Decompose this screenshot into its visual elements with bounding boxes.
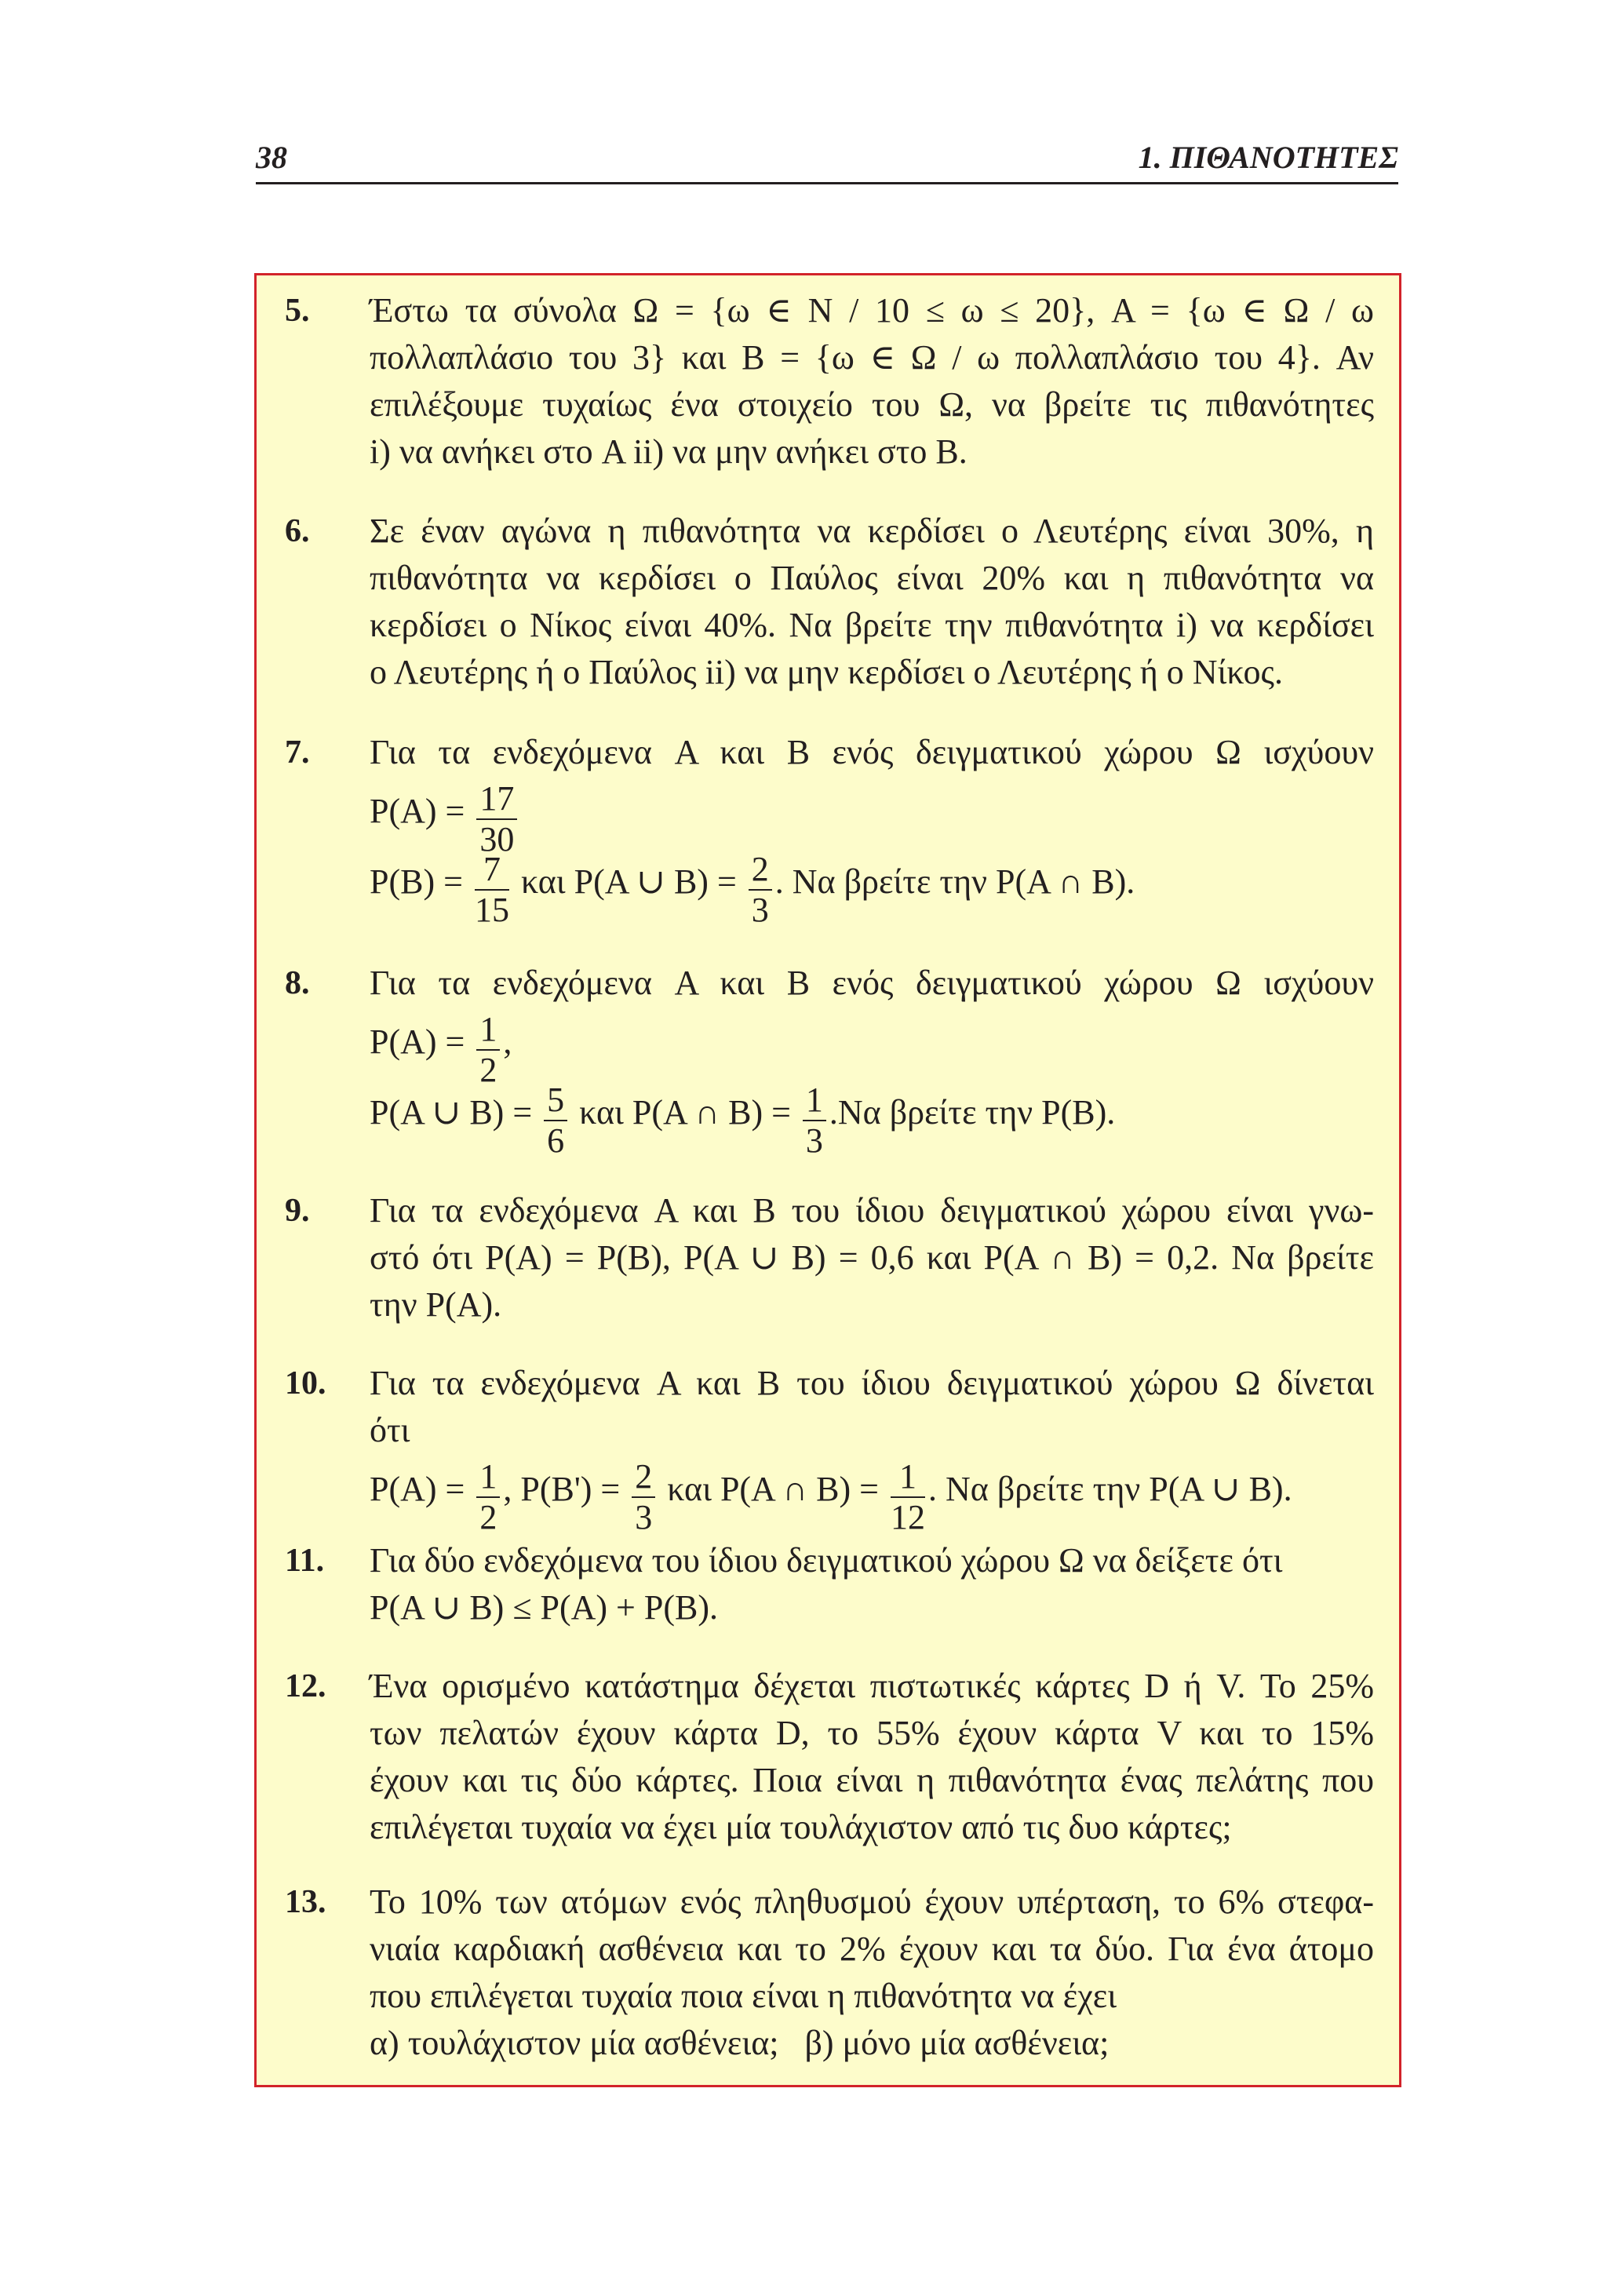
text-line: ο Λευτέρης ή ο Παύλος ii) να μην κερδίσει ο Λευτέρης ή ο Νίκος. <box>370 653 1283 691</box>
exercise-text <box>370 508 1374 696</box>
exercise-text <box>370 1879 1374 2067</box>
formula-text: P(A) = <box>370 1470 465 1508</box>
numerator: 1 <box>891 1460 925 1498</box>
numerator: 5 <box>544 1083 567 1121</box>
denominator: 30 <box>479 819 515 858</box>
formula-line <box>370 776 1374 858</box>
fraction <box>891 1456 925 1536</box>
formula-text: και <box>579 1093 624 1132</box>
text-line: των πελατών έχουν κάρτα D, το 55% έχουν κάρτα V και το 15% <box>370 1714 1374 1752</box>
formula-text: . Να βρείτε την P(A ∪ B). <box>928 1470 1292 1508</box>
text-line: P(A ∪ B) ≤ P(A) + P(B). <box>370 1588 718 1627</box>
exercise-number: 13. <box>285 1884 326 1920</box>
text-line: Το 10% των ατόμων ενός πληθυσμού έχουν υπέρταση, το 6% στεφα- <box>370 1882 1374 1921</box>
text-line: Για τα ενδεχόμενα A και B του ίδιου δειγματικού χώρου Ω δίνεται <box>370 1364 1374 1402</box>
formula-text: , <box>503 1022 512 1061</box>
fraction <box>749 849 772 929</box>
fraction <box>476 778 517 858</box>
fraction <box>474 849 509 929</box>
text-line: Για δύο ενδεχόμενα του ίδιου δειγματικού χώρου Ω να δείξετε ότι <box>370 1541 1283 1580</box>
exercise-number: 8. <box>285 965 310 1001</box>
formula-text: και <box>520 862 566 901</box>
exercise-number: 10. <box>285 1365 326 1401</box>
text-line: έχουν και τις δύο κάρτες. Ποια είναι η πιθανότητα ένας πελάτης που <box>370 1761 1374 1799</box>
formula-text: P(B) = <box>370 862 463 901</box>
running-header <box>256 138 1398 184</box>
text-line: πολλαπλάσιο του 3} και B = {ω ∈ Ω / ω πολλαπλάσιο του 4}. Αν <box>370 338 1374 377</box>
formula-text: . Να βρείτε την P(A ∩ B). <box>774 862 1135 901</box>
formula-text: P(A) = <box>370 792 465 830</box>
exercise-number: 11. <box>285 1543 325 1579</box>
fraction <box>803 1080 826 1160</box>
text-line: Για τα ενδεχόμενα A και B ενός δειγματικού χώρου Ω ισχύουν <box>370 964 1374 1002</box>
formula-line <box>370 1454 1374 1536</box>
text-line: νιαία καρδιακή ασθένεια και το 2% έχουν και τα δύο. Για ένα άτομο <box>370 1930 1374 1968</box>
exercise-text <box>370 1663 1374 1851</box>
text-line: κερδίσει ο Νίκος είναι 40%. Να βρείτε την πιθανότητα i) να κερδίσει <box>370 606 1374 644</box>
exercise-text <box>370 729 1374 929</box>
numerator: 17 <box>476 782 517 820</box>
exercise-number: 12. <box>285 1668 326 1704</box>
denominator: 2 <box>479 1050 497 1089</box>
exercise-text <box>370 287 1374 476</box>
fraction <box>476 1009 500 1089</box>
fraction <box>544 1080 567 1160</box>
text-line: την P(A). <box>370 1285 502 1324</box>
exercise-text <box>370 1360 1374 1536</box>
text-line: i) να ανήκει στο A ii) να μην ανήκει στο B. <box>370 432 967 471</box>
formula-text: P(A ∪ B) = <box>370 1093 533 1132</box>
text-line: ότι <box>370 1411 410 1449</box>
text-line: Έστω τα σύνολα Ω = {ω ∈ N / 10 ≤ ω ≤ 20}, A = {ω ∈ Ω / ω <box>370 291 1374 330</box>
denominator: 2 <box>479 1497 497 1536</box>
text-line: που επιλέγεται τυχαία ποια είναι η πιθανότητα να έχει <box>370 1977 1117 2015</box>
formula-text: και <box>667 1470 712 1508</box>
denominator: 3 <box>635 1497 653 1536</box>
denominator: 3 <box>751 890 769 929</box>
numerator: 1 <box>476 1460 500 1498</box>
text-line: επιλέξουμε τυχαίως ένα στοιχείο του Ω, να βρείτε τις πιθανότητες <box>370 385 1374 424</box>
text-line: Ένα ορισμένο κατάστημα δέχεται πιστωτικές κάρτες D ή V. Το 25% <box>370 1667 1374 1705</box>
chapter-title: 1. ΠΙΘΑΝΟΤΗΤΕΣ <box>1138 140 1398 175</box>
denominator: 12 <box>891 1497 925 1536</box>
numerator: 2 <box>749 852 772 891</box>
numerator: 7 <box>475 852 509 891</box>
numerator: 1 <box>476 1012 500 1051</box>
numerator: 2 <box>632 1460 655 1498</box>
exercise-number: 7. <box>285 734 310 771</box>
exercise-number: 6. <box>285 513 310 549</box>
page-number: 38 <box>256 140 287 175</box>
formula-text: P(A ∩ B) = <box>720 1470 879 1508</box>
text-line: Σε έναν αγώνα η πιθανότητα να κερδίσει ο Λευτέρης είναι 30%, η <box>370 512 1374 550</box>
formula-text: , P(B') = <box>503 1470 621 1508</box>
numerator: 1 <box>803 1083 826 1121</box>
denominator: 15 <box>474 890 509 929</box>
formula-line <box>370 1007 1374 1089</box>
text-line: α) τουλάχιστον μία ασθένεια; β) μόνο μία ασθένεια; <box>370 2024 1110 2062</box>
text-line: στό ότι P(A) = P(B), P(A ∪ B) = 0,6 και P(A ∩ B) = 0,2. Να βρείτε <box>370 1238 1374 1277</box>
text-line: επιλέγεται τυχαία να έχει μία τουλάχιστον από τις δυο κάρτες; <box>370 1808 1232 1846</box>
text-line: πιθανότητα να κερδίσει ο Παύλος είναι 20% και η πιθανότητα να <box>370 559 1374 597</box>
exercise-number: 9. <box>285 1193 310 1229</box>
formula-text: P(A) = <box>370 1022 465 1061</box>
formula-line <box>370 1077 1374 1160</box>
denominator: 3 <box>805 1121 823 1160</box>
formula-text: P(A ∪ B) = <box>574 862 737 901</box>
exercise-number: 5. <box>285 293 310 329</box>
formula-text: P(A ∩ B) = <box>632 1093 791 1132</box>
exercise-text <box>370 1187 1374 1328</box>
formula-line <box>370 847 1374 929</box>
formula-text: .Να βρείτε την P(B). <box>829 1093 1116 1132</box>
denominator: 6 <box>547 1121 565 1160</box>
exercise-text <box>370 1537 1374 1631</box>
exercise-text <box>370 960 1374 1160</box>
fraction <box>476 1456 500 1536</box>
text-line: Για τα ενδεχόμενα A και B ενός δειγματικού χώρου Ω ισχύουν <box>370 733 1374 771</box>
fraction <box>632 1456 655 1536</box>
text-line: Για τα ενδεχόμενα A και B του ίδιου δειγματικού χώρου είναι γνω- <box>370 1191 1374 1230</box>
exercise-box <box>254 273 1401 2087</box>
